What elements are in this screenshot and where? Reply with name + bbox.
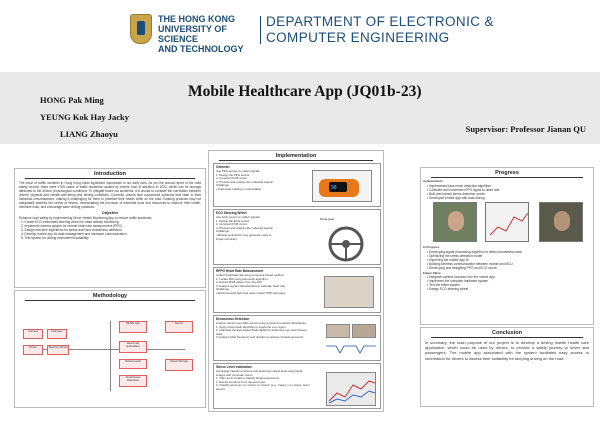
introduction-panel <box>14 168 206 288</box>
poster-title: Mobile Healthcare App (JQ01b-23) <box>188 83 422 100</box>
implementation-title: Implementation <box>219 153 373 161</box>
progress-chart-icon <box>486 203 530 243</box>
author-list <box>40 92 129 143</box>
objective-intro: Enhance road safety by implementing Driver Health Monitoring App to reduce traffic accidents: <box>19 216 152 220</box>
stress-section: Stress Level estimation Accurately classify emotions and determine stress level using facial images with computer vision. 1. Train an AI model to classify facial expressions. 2. Extract emotions from camera input. 3. Classify stress as "no stress" or "stress" (e.g., happy = no stress, fear = stress). <box>213 363 381 409</box>
achievement-item: • Implemented face-mesh detection algorithm <box>427 183 492 188</box>
diagram-box: Steering Wheel <box>47 345 69 355</box>
rppg-section: RPPG Heart Rate Measurement Collect heartbeat rate using a camera-based method 1. Locate ROI using facemesh algorithm. 2. Extract RGB values from the ROI 3. Analyze signal characteristics to estimate heart rate. Challenge: • Environmental light and noise impact rPPG accuracy <box>213 267 381 313</box>
stress-chart-photo <box>326 372 376 406</box>
supervisor: Supervisor: Professor Jianan QU <box>465 124 586 134</box>
objective-item: 4. Develop mobile app for data management and hardware communication. <box>21 232 128 236</box>
diagram-box: Oximeter <box>47 329 67 339</box>
diagram-box: Driver <box>23 345 43 355</box>
app-screenshot <box>433 202 477 242</box>
achievement-item: • Developed mobile app with data storing <box>427 195 485 200</box>
achievement-item: • Built and trained stress detection model <box>427 191 485 196</box>
future-item: • Implement the complete hardware system. <box>427 279 490 284</box>
eye-open-photo <box>326 324 350 338</box>
svg-text:98: 98 <box>331 185 337 191</box>
in-progress-item: • Developing and designing PPG and ECG circuit <box>427 265 497 270</box>
in-progress-item: • Building wireless communication between mobile and MCU <box>427 261 513 266</box>
header-divider <box>260 16 261 44</box>
objective-item: 3. Design real-time algorithms for stress level and drowsiness detection. <box>21 228 123 232</box>
diagram-box: Heart rate Estimation <box>119 341 147 353</box>
conclusion-body: In summary, the main purpose of our project is to develop a driving mobile health care application, which could be used by drivers, to provide a safety journey to driver and passengers. The mobile app associated with the system facilitates easy access to information for drivers to assess their suitability for keeping driving on the road. <box>425 340 589 361</box>
introduction-body: The issue of traffic incidents in Hong Kong holds significant importance in our daily lives. As per the annual report of the road safety council, there were 4765 cases of traffic accidents caused by drivers' lack of attention in 2022, which can be strongly attributed to the drivers' physiological conditions. To mitigate future car accidents, it is crucial to consider the correlation between drivers' physical and mental well-being and driving conditions. Currently, drivers lack customized solutions that cater to their individual circumstances, making it challenging for them to prioritize their health while on the road. Existing products may not adequately address the needs of drivers, necessitating the provision of essential tools and resources to improve their health, minimize risks, and encourage safer driving practices. <box>19 181 201 209</box>
ear-chart-icon <box>326 342 376 356</box>
rppg-face-photo <box>324 276 374 308</box>
author-name: HONG Pak Ming <box>40 95 104 105</box>
university-name: THE HONG KONG UNIVERSITY OF SCIENCE AND TECHNOLOGY <box>158 14 244 54</box>
stress-chart-icon <box>327 373 377 407</box>
diagram-box: Mobile App <box>119 321 147 333</box>
implementation-panel <box>208 150 384 412</box>
progress-title: Progress <box>431 170 583 178</box>
objective-item: 1. Create ECG-embedded steering wheel for heart activity monitoring. <box>21 220 120 224</box>
oximeter-photo <box>312 170 372 202</box>
steering-wheel-icon <box>318 224 374 264</box>
in-progress-item: • Improving the mobile app UI <box>427 257 469 262</box>
diagram-box: Cloud Storage <box>165 359 193 371</box>
author-name: YEUNG Kok Hay Jacky <box>40 112 130 122</box>
conclusion-panel <box>420 327 594 407</box>
ecg-section: ECG Steering Wheel Use ECG sensor to collect signals 1. Design the ECG sensor 2. Construct PCB circuit 3. Process and analyze the collected signals Challenge: • Muscle contraction may generate noise to impact accuracy Metal plate <box>213 209 381 265</box>
stress-chart-screenshot <box>485 202 529 242</box>
in-progress-item: • Developing signal processing algorithm to detect drowsiness data <box>427 249 522 254</box>
facemesh-screenshot <box>539 202 583 242</box>
future-item: • Design ECG steering wheel <box>427 287 469 292</box>
diagram-connector <box>110 321 111 391</box>
objective-title: Objective <box>101 211 119 215</box>
department-name: DEPARTMENT OF ELECTRONIC & COMPUTER ENGINEERING <box>266 14 494 45</box>
diagram-box: Server <box>165 321 193 333</box>
poster-header <box>0 0 600 72</box>
introduction-title: Introduction <box>25 171 195 179</box>
in-progress-item: • Optimizing the stress detection model <box>427 253 483 258</box>
achievement-item: • Collected and converted rPPG signal to heart rate <box>427 187 500 192</box>
future-item: • Test the entire system. <box>427 283 461 288</box>
methodology-title: Methodology <box>25 293 195 301</box>
progress-panel: Progress Achievements: • Implemented face-mesh detection algorithm • Collected and converted rPPG signal to heart rate • Built and trained stress detection model • Developed mobile app with data storing In Progress: • Developing signal processing algorithm to detect drowsiness data • Optimizing the stress detection model • Improving the mobile app UI • Building wireless communication between mobile and MCU • Developing and designing PPG and ECG circuit Future Plans: • Integrate camera functions into the mobile app. • Implement the complete hardware system. • Test the entire system. • Design ECG steering wheel <box>420 167 594 325</box>
diagram-box: Camera <box>23 329 43 339</box>
hkust-crest-icon <box>130 14 152 44</box>
objective-item: 5. Test system for driving environment suitability. <box>21 236 90 240</box>
diagram-box: Stress Level <box>119 359 147 369</box>
oximeter-icon <box>313 171 373 203</box>
metal-plate-label: Metal plate <box>320 217 335 221</box>
diagram-box: Drowsiness Detection <box>119 375 147 387</box>
conclusion-title: Conclusion <box>431 330 583 338</box>
drowsiness-section: Drowsiness Detection Analyze drivers' eye blink events using a camera to detect drowsiness. 1. Apply a facemesh algorithm to locate the eye region 2. Calculate the Eye Aspect Ratio (EAR) to determine eye open/closed state. 3. Analyze blink frequency and duration to assess drowsiness levels. <box>213 315 381 361</box>
future-item: • Integrate camera functions into the mobile app. <box>427 275 496 280</box>
oximeter-section: Oximeter Use PPG sensor to collect signals 1. Design the PPG sensor 2. Construct PCB circuit 3. Process and analyze the collected signals Challenge: • Inaccurate reading is unavoidable 98 <box>213 163 381 207</box>
author-name: LIANG Zhaoyu <box>60 129 118 139</box>
methodology-panel <box>14 290 206 408</box>
eye-closed-photo <box>352 324 376 338</box>
objective-item: 2. Implement camera system for remote heart rate measurement (PPG). <box>21 224 123 228</box>
